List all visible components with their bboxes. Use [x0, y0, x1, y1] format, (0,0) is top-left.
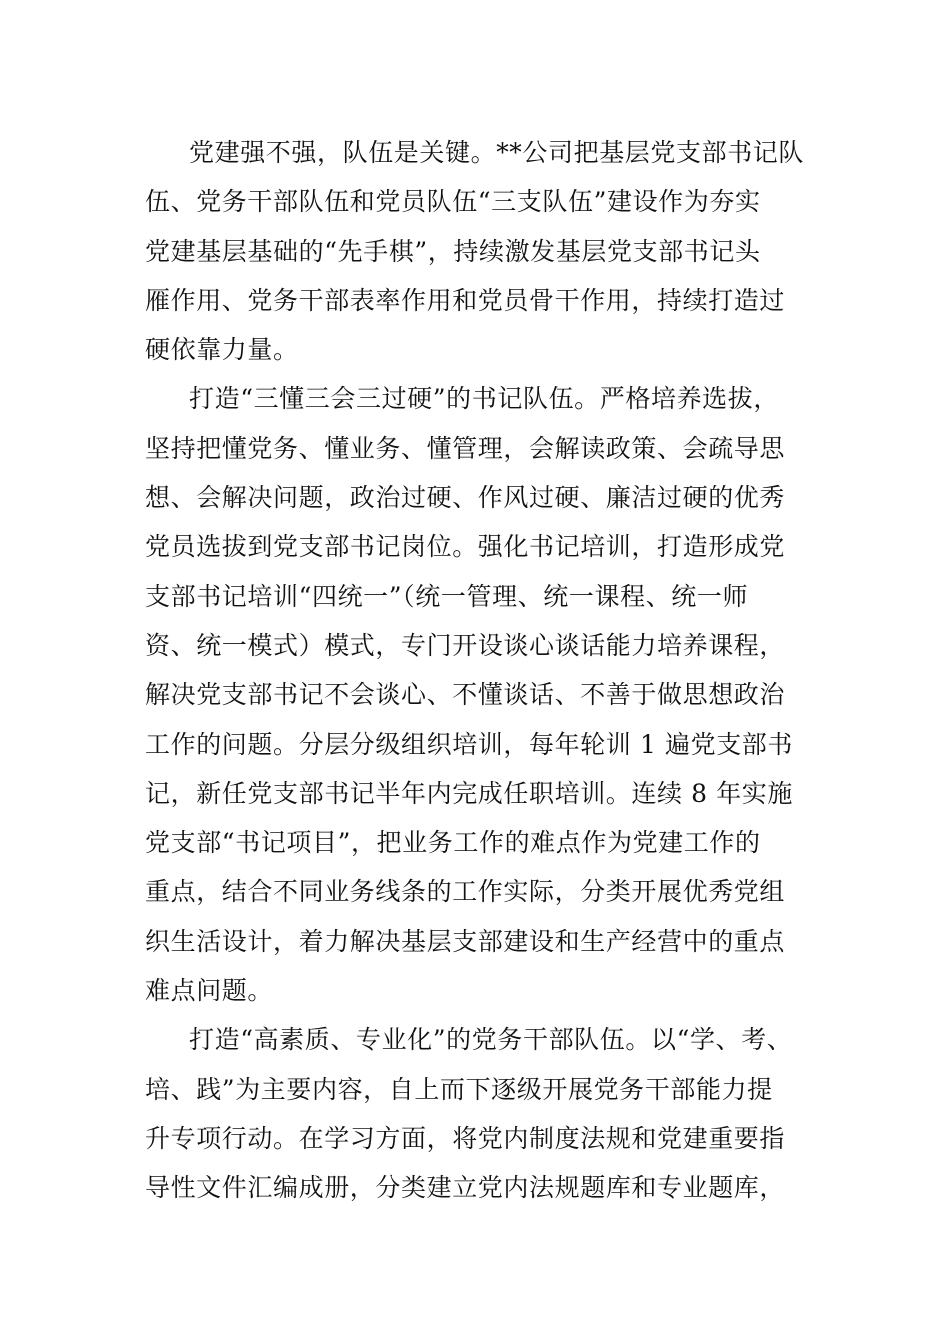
paragraph-line: 党员选拔到党支部书记岗位。强化书记培训，打造形成党: [145, 532, 786, 562]
paragraph-line: 工作的问题。分层分级组织培训，每年轮训 1 遍党支部书: [145, 729, 794, 759]
paragraph-line: 想、会解决问题，政治过硬、作风过硬、廉洁过硬的优秀: [145, 483, 786, 513]
paragraph-2: [145, 374, 810, 1015]
paragraph-line: 导性文件汇编成册，分类建立党内法规题库和专业题库，: [145, 1173, 786, 1203]
paragraph-line: 党支部“书记项目”，把业务工作的难点作为党建工作的: [145, 828, 761, 858]
paragraph-line: 资、统一模式）模式，专门开设谈心谈话能力培养课程，: [145, 630, 786, 660]
paragraph-line: 记，新任党支部书记半年内完成任职培训。连续 8 年实施: [145, 778, 794, 808]
paragraph-line: 打造“高素质、专业化”的党务干部队伍。以“学、考、: [189, 1025, 793, 1055]
paragraph-line: 坚持把懂党务、懂业务、懂管理，会解读政策、会疏导思: [145, 433, 786, 463]
paragraph-line: 硬依靠力量。: [145, 335, 299, 365]
paragraph-line: 支部书记培训“四统一”（统一管理、统一课程、统一师: [145, 581, 749, 611]
paragraph-line: 伍、党务干部队伍和党员队伍“三支队伍”建设作为夯实: [145, 187, 761, 217]
paragraph-1: [145, 128, 810, 374]
paragraph-line: 升专项行动。在学习方面，将党内制度法规和党建重要指: [145, 1123, 786, 1153]
document-body: [145, 128, 810, 1213]
paragraph-3: [145, 1015, 810, 1212]
paragraph-line: 培、践”为主要内容，自上而下逐级开展党务干部能力提: [145, 1074, 773, 1104]
paragraph-line: 织生活设计，着力解决基层支部建设和生产经营中的重点: [145, 926, 786, 956]
paragraph-line: 党建强不强，队伍是关键。**公司把基层党支部书记队: [189, 138, 805, 167]
paragraph-line: 雁作用、党务干部表率作用和党员骨干作用，持续打造过: [145, 285, 786, 315]
paragraph-line: 难点问题。: [145, 976, 274, 1006]
paragraph-line: 党建基层基础的“先手棋”，持续激发基层党支部书记头: [145, 236, 761, 266]
paragraph-line: 重点，结合不同业务线条的工作实际，分类开展优秀党组: [145, 877, 786, 907]
paragraph-line: 解决党支部书记不会谈心、不懂谈话、不善于做思想政治: [145, 680, 786, 710]
paragraph-line: 打造“三懂三会三过硬”的书记队伍。严格培养选拔，: [189, 384, 779, 414]
